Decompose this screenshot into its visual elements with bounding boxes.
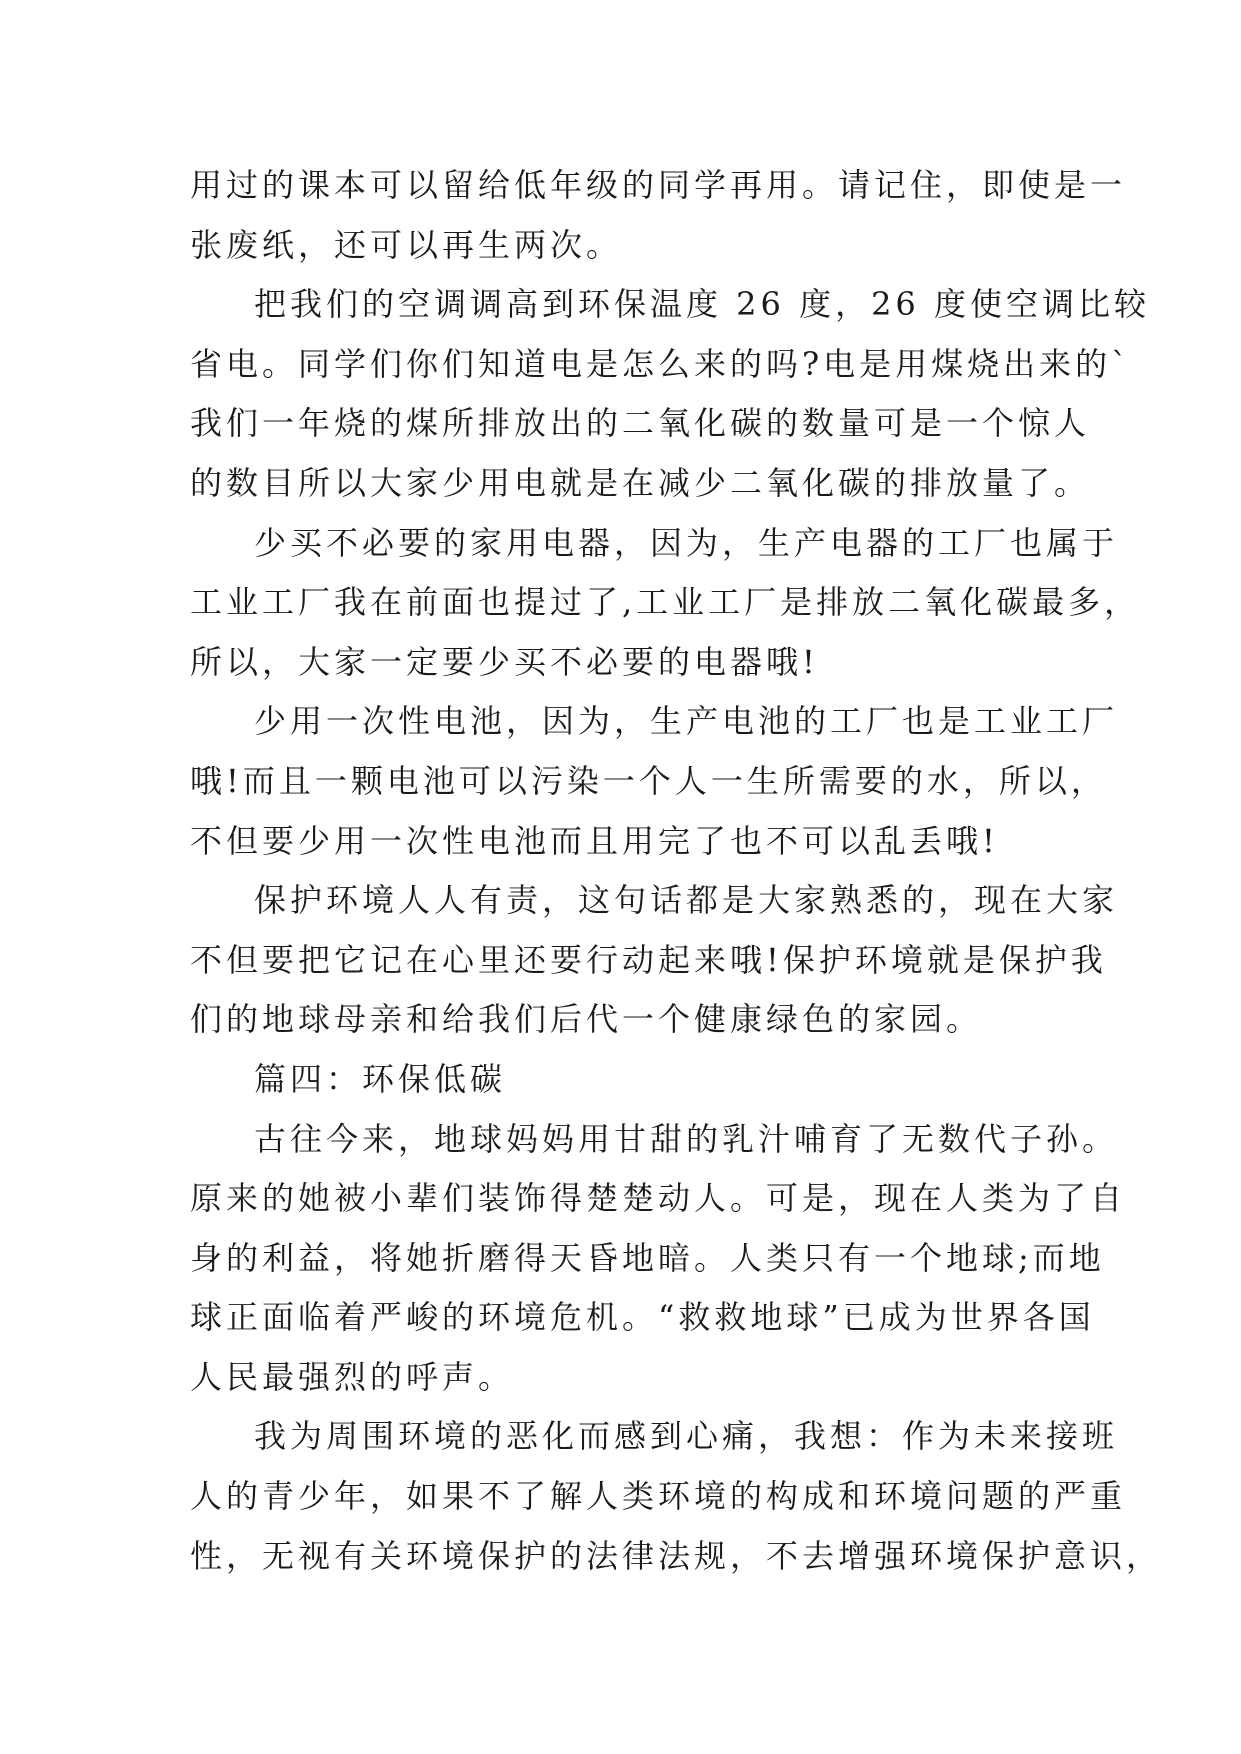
paragraph-start-line: 少用一次性电池，因为，生产电池的工厂也是工业工厂 [254,702,1119,741]
text-line: 人民最强烈的呼声。 [190,1357,515,1396]
paragraph-start-line: 古往今来，地球妈妈用甘甜的乳汁哺育了无数代子孙。 [254,1119,1119,1158]
text-line: 身的利益，将她折磨得天昏地暗。人类只有一个地球;而地 [190,1238,1105,1277]
paragraph-start-line: 把我们的空调调高到环保温度 26 度，26 度使空调比较 [254,285,1150,324]
text-line: 们的地球母亲和给我们后代一个健康绿色的家园。 [190,1000,983,1039]
document-body [190,156,1163,1586]
paragraph-start-line: 我为周围环境的恶化而感到心痛，我想：作为未来接班 [254,1417,1119,1456]
text-line: 不但要少用一次性电池而且用完了也不可以乱丢哦! [190,821,999,860]
text-line: 所以，大家一定要少买不必要的电器哦! [190,642,819,681]
paragraph-start-line: 保护环境人人有责，这句话都是大家熟悉的，现在大家 [254,881,1119,920]
text-line: 张废纸，还可以再生两次。 [190,225,623,264]
text-line: 人的青少年，如果不了解人类环境的构成和环境问题的严重 [190,1477,1127,1516]
text-line: 性，无视有关环境保护的法律法规，不去增强环境保护意识， [190,1536,1163,1575]
text-line: 省电。同学们你们知道电是怎么来的吗?电是用煤烧出来的` [190,344,1132,383]
text-line: 工业工厂我在前面也提过了,工业工厂是排放二氧化碳最多， [190,583,1141,622]
text-line: 球正面临着严峻的环境危机。“救救地球”已成为世界各国 [190,1298,1095,1337]
section-heading: 篇四：环保低碳 [254,1059,507,1098]
text-line: 用过的课本可以留给低年级的同学再用。请记住，即使是一 [190,166,1127,204]
text-line: 的数目所以大家少用电就是在减少二氧化碳的排放量了。 [190,463,1091,502]
text-line: 不但要把它记在心里还要行动起来哦!保护环境就是保护我 [190,940,1107,979]
paragraph-start-line: 少买不必要的家用电器，因为，生产电器的工厂也属于 [254,523,1119,562]
text-line: 我们一年烧的煤所排放出的二氧化碳的数量可是一个惊人 [190,404,1091,443]
text-line: 原来的她被小辈们装饰得楚楚动人。可是，现在人类为了自 [190,1179,1127,1218]
text-line: 哦!而且一颗电池可以污染一个人一生所需要的水，所以， [190,761,1107,800]
